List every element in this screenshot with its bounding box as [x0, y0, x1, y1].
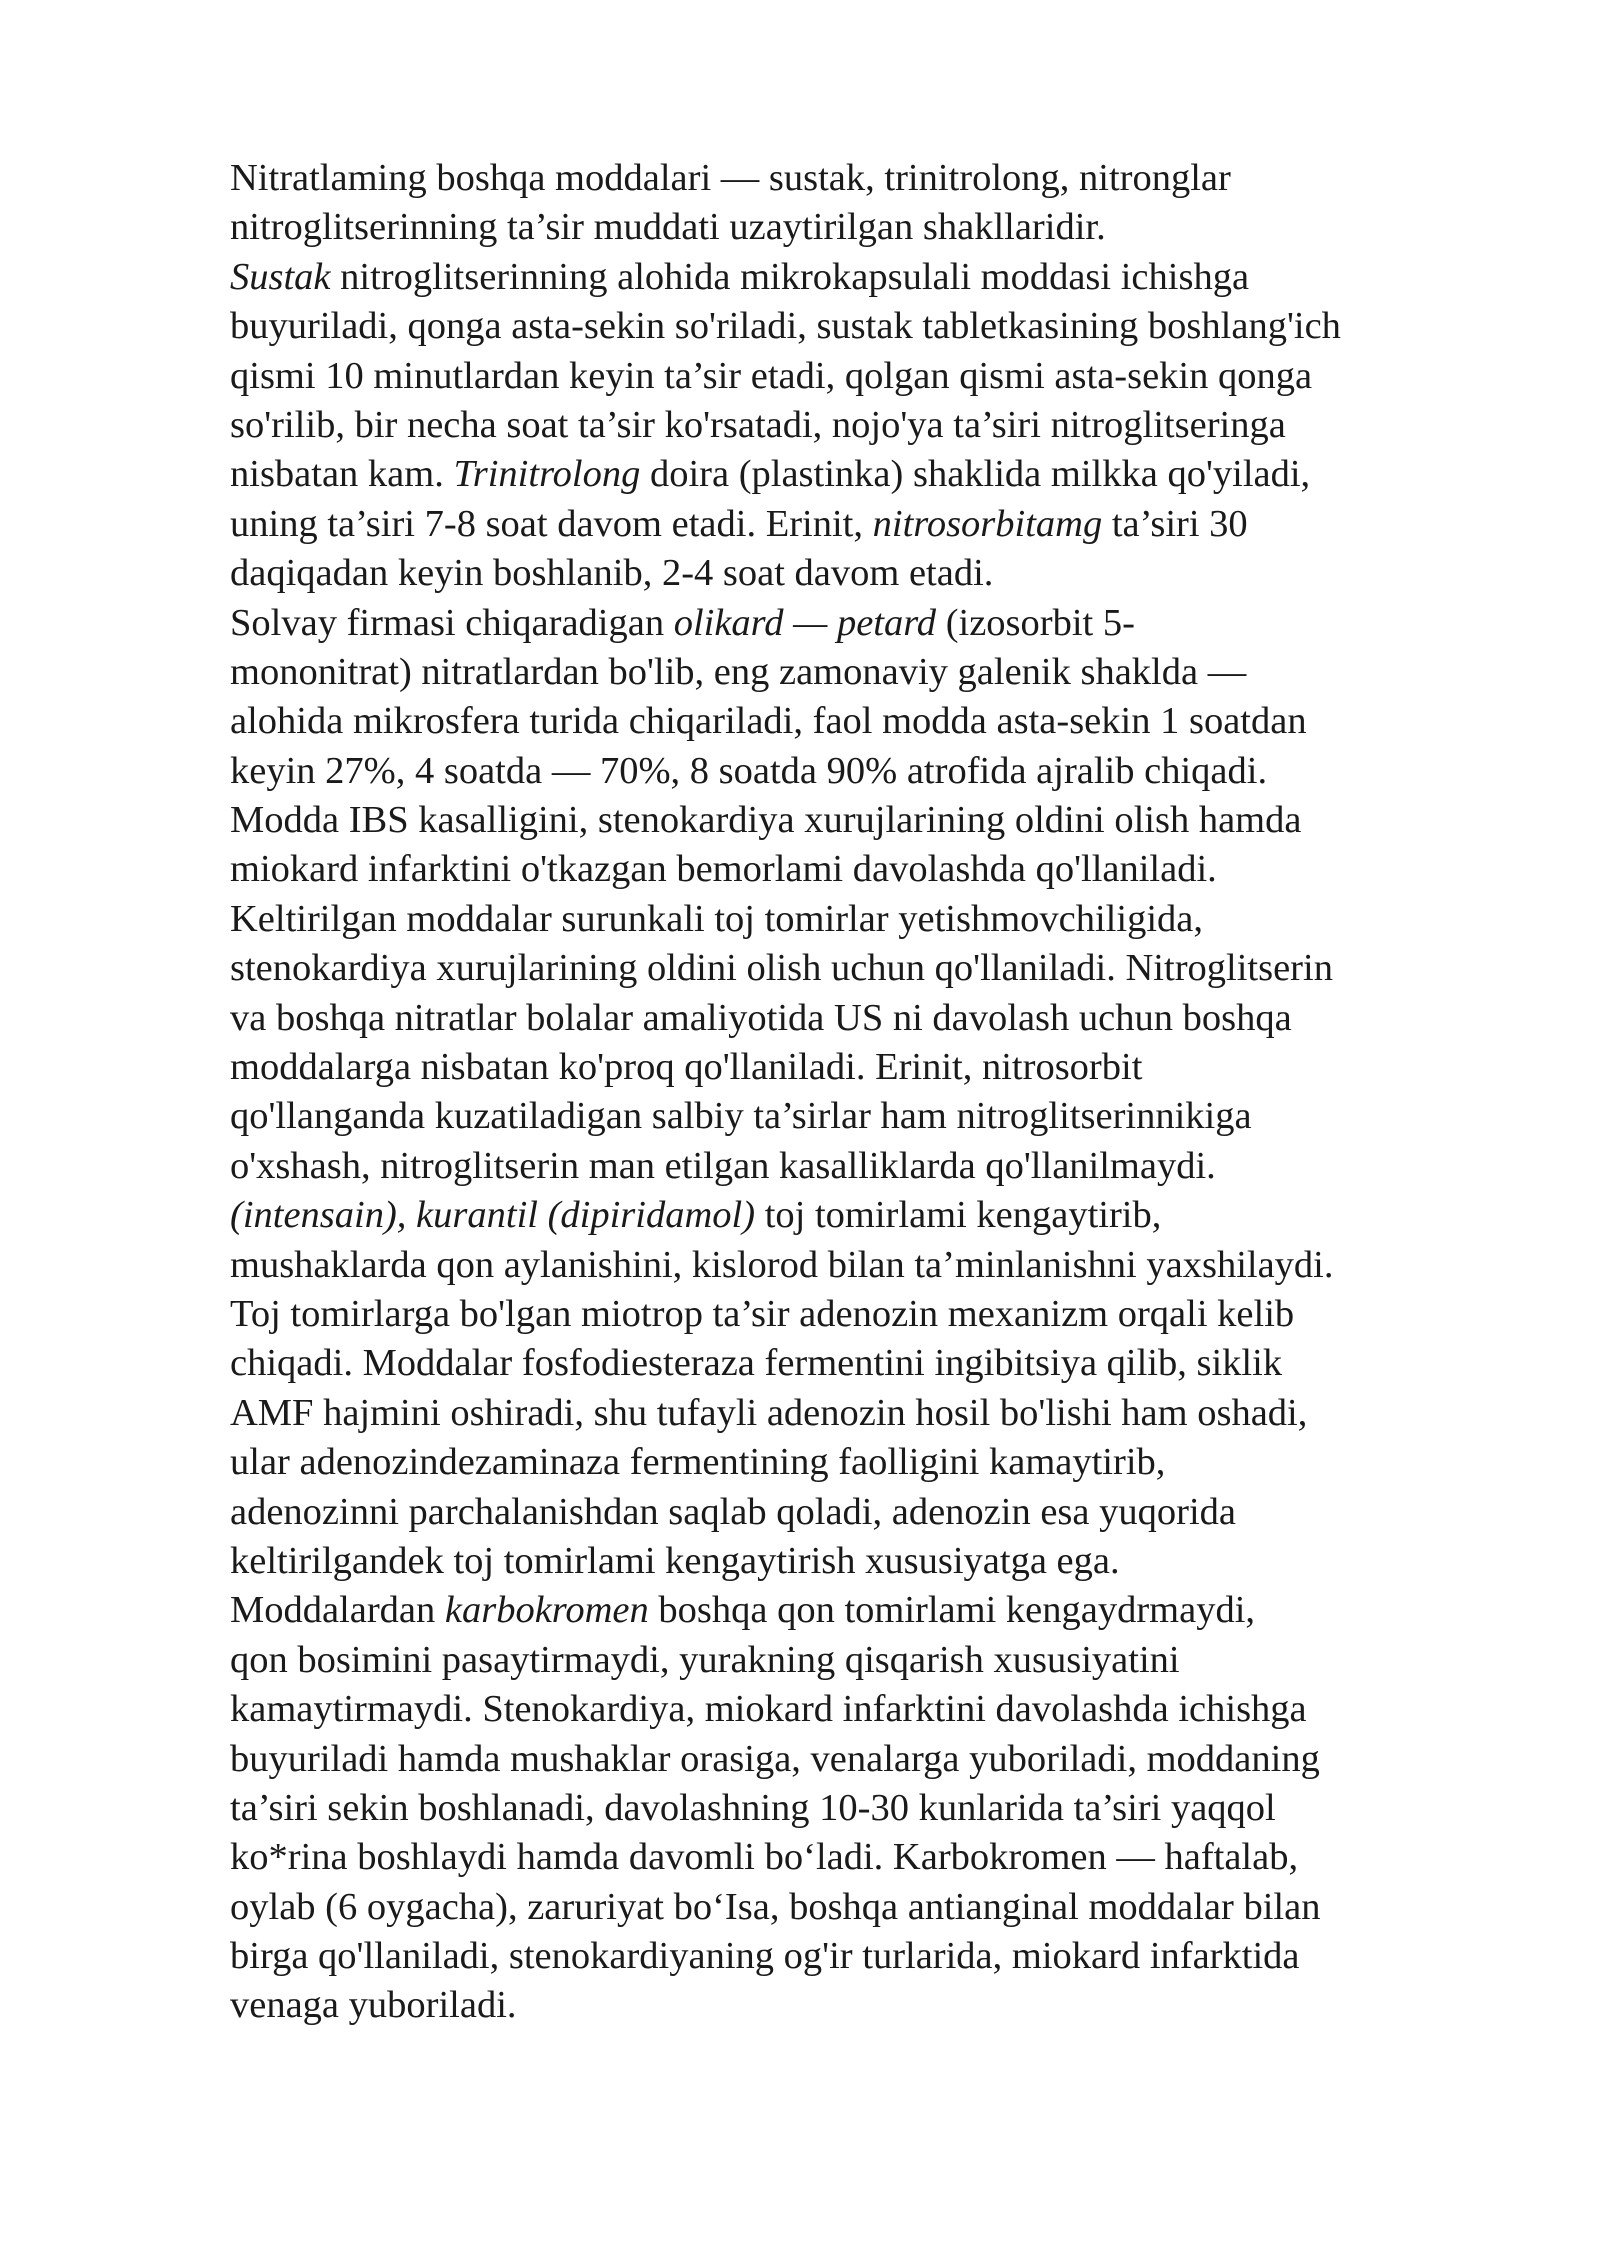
- text-segment: ta’siri sekin boshlanadi, davolashning 10-30 kunlarida ta’siri yaqqol: [230, 1786, 1276, 1829]
- text-segment: so'rilib, bir necha soat ta’sir ko'rsatadi, nojo'ya ta’siri nitroglitseringa: [230, 403, 1286, 446]
- text-segment: qo'llanganda kuzatiladigan salbiy ta’sirlar ham nitroglitserinnikiga: [230, 1095, 1252, 1138]
- text-line: [230, 1784, 1510, 1833]
- text-line: [230, 796, 1510, 845]
- text-segment: mushaklarda qon aylanishini, kislorod bilan ta’minlanishni yaxshilaydi.: [230, 1243, 1334, 1286]
- text-segment: moddalarga nisbatan ko'proq qo'llaniladi. Erinit, nitrosorbit: [230, 1046, 1143, 1089]
- text-segment: keltirilgandek toj tomirlami kengaytirish xususiyatga ega.: [230, 1539, 1120, 1582]
- text-line: [230, 1883, 1510, 1932]
- text-line: [230, 1290, 1510, 1339]
- text-line: [230, 549, 1510, 598]
- text-line: [230, 994, 1510, 1043]
- text-line: [230, 1488, 1510, 1537]
- text-line: [230, 352, 1510, 401]
- text-line: [230, 747, 1510, 796]
- text-line: [230, 1043, 1510, 1092]
- text-segment: o'xshash, nitroglitserin man etilgan kasalliklarda qo'llanilmaydi.: [230, 1144, 1216, 1187]
- text-segment: oylab (6 oygacha), zaruriyat bo‘Isa, boshqa antianginal moddalar bilan: [230, 1885, 1321, 1928]
- italic-text-segment: Sustak: [230, 255, 331, 298]
- text-line: [230, 1191, 1510, 1240]
- text-line: [230, 1735, 1510, 1784]
- text-segment: toj tomirlami kengaytirib,: [755, 1194, 1162, 1237]
- text-segment: Solvay firmasi chiqaradigan: [230, 601, 674, 644]
- text-segment: va boshqa nitratlar bolalar amaliyotida US ni davolash uchun boshqa: [230, 996, 1292, 1039]
- text-segment: qismi 10 minutlardan keyin ta’sir etadi, qolgan qismi asta-sekin qonga: [230, 354, 1313, 397]
- italic-text-segment: olikard — petard: [673, 601, 937, 644]
- text-segment: kamaytirmaydi. Stenokardiya, miokard infarktini davolashda ichishga: [230, 1688, 1307, 1731]
- text-segment: chiqadi. Moddalar fosfodiesteraza fermentini ingibitsiya qilib, siklik: [230, 1342, 1283, 1385]
- text-line: [230, 1586, 1510, 1635]
- text-segment: Modda IBS kasalligini, stenokardiya xurujlarining oldini olish hamda: [230, 799, 1302, 842]
- text-segment: nisbatan kam.: [230, 453, 454, 496]
- text-segment: qon bosimini pasaytirmaydi, yurakning qisqarish xususiyatini: [230, 1638, 1180, 1681]
- text-line: [230, 1241, 1510, 1290]
- text-line: [230, 500, 1510, 549]
- text-line: [230, 203, 1510, 252]
- text-line: [230, 1833, 1510, 1882]
- text-segment: boshqa qon tomirlami kengaydrmaydi,: [648, 1589, 1256, 1632]
- text-line: [230, 253, 1510, 302]
- text-segment: birga qo'llaniladi, stenokardiyaning og'ir turlarida, miokard infarktida: [230, 1935, 1300, 1978]
- text-segment: Moddalardan: [230, 1589, 445, 1632]
- text-line: [230, 1389, 1510, 1438]
- text-segment: venaga yuboriladi.: [230, 1984, 517, 2027]
- italic-text-segment: Trinitrolong: [453, 453, 641, 496]
- text-line: [230, 895, 1510, 944]
- text-segment: doira (plastinka) shaklida milkka qo'yiladi,: [640, 453, 1311, 496]
- text-line: [230, 1932, 1510, 1981]
- text-segment: Keltirilgan moddalar surunkali toj tomirlar yetishmovchiligida,: [230, 897, 1203, 940]
- text-segment: alohida mikrosfera turida chiqariladi, faol modda asta-sekin 1 soatdan: [230, 700, 1307, 743]
- text-line: [230, 599, 1510, 648]
- text-segment: keyin 27%, 4 soatda — 70%, 8 soatda 90% atrofida ajralib chiqadi.: [230, 749, 1268, 792]
- text-line: [230, 845, 1510, 894]
- text-segment: mononitrat) nitratlardan bo'lib, eng zamonaviy galenik shaklda —: [230, 650, 1247, 693]
- text-line: [230, 648, 1510, 697]
- text-segment: buyuriladi hamda mushaklar orasiga, venalarga yuboriladi, moddaning: [230, 1737, 1320, 1780]
- italic-text-segment: (intensain), kurantil (dipiridamol): [230, 1194, 756, 1237]
- text-line: [230, 302, 1510, 351]
- document-page: [230, 154, 1510, 2031]
- text-segment: nitroglitserinning ta’sir muddati uzaytirilgan shakllaridir.: [230, 206, 1106, 249]
- text-segment: (izosorbit 5-: [936, 601, 1135, 644]
- text-line: [230, 450, 1510, 499]
- text-line: [230, 1092, 1510, 1141]
- text-segment: ular adenozindezaminaza fermentining faolligini kamaytirib,: [230, 1441, 1166, 1484]
- text-line: [230, 697, 1510, 746]
- text-line: [230, 154, 1510, 203]
- text-segment: daqiqadan keyin boshlanib, 2-4 soat davom etadi.: [230, 552, 994, 595]
- text-segment: AMF hajmini oshiradi, shu tufayli adenozin hosil bo'lishi ham oshadi,: [230, 1391, 1308, 1434]
- italic-text-segment: karbokromen: [444, 1589, 649, 1632]
- text-segment: Nitratlaming boshqa moddalari — sustak, trinitrolong, nitronglar: [230, 157, 1231, 199]
- text-segment: ta’siri 30: [1102, 502, 1248, 545]
- text-segment: adenozinni parchalanishdan saqlab qoladi, adenozin esa yuqorida: [230, 1490, 1236, 1533]
- text-line: [230, 1636, 1510, 1685]
- italic-text-segment: nitrosorbitamg: [872, 502, 1103, 545]
- text-segment: nitroglitserinning alohida mikrokapsulali moddasi ichishga: [330, 255, 1250, 298]
- text-line: [230, 1339, 1510, 1388]
- text-segment: Toj tomirlarga bo'lgan miotrop ta’sir adenozin mexanizm orqali kelib: [230, 1292, 1295, 1335]
- text-segment: ko*rina boshlaydi hamda davomli bo‘ladi. Karbokromen — haftalab,: [230, 1836, 1299, 1879]
- text-line: [230, 1438, 1510, 1487]
- text-line: [230, 1981, 1510, 2030]
- text-line: [230, 1537, 1510, 1586]
- text-segment: stenokardiya xurujlarining oldini olish uchun qo'llaniladi. Nitroglitserin: [230, 947, 1333, 990]
- text-segment: miokard infarktini o'tkazgan bemorlami davolashda qo'llaniladi.: [230, 848, 1217, 891]
- text-line: [230, 944, 1510, 993]
- text-line: [230, 1142, 1510, 1191]
- text-line: [230, 1685, 1510, 1734]
- text-segment: buyuriladi, qonga asta-sekin so'riladi, sustak tabletkasining boshlang'ich: [230, 305, 1341, 348]
- text-segment: uning ta’siri 7-8 soat davom etadi. Erinit,: [230, 502, 873, 545]
- text-line: [230, 401, 1510, 450]
